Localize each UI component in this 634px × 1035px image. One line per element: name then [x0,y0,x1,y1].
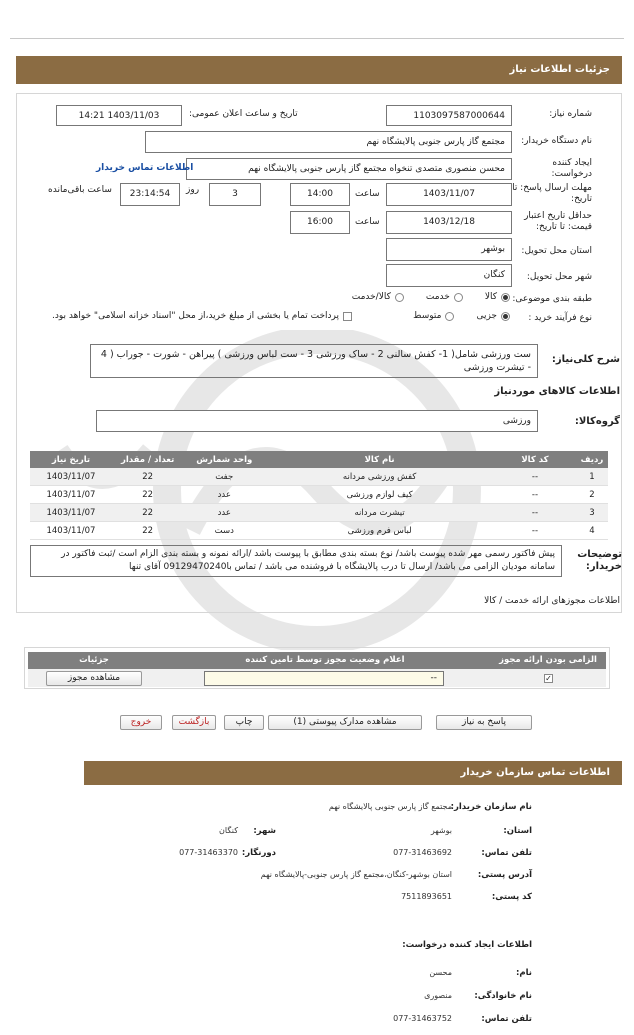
cell-code: -- [494,486,576,504]
creator-label: ایجاد کننده درخواست: [551,158,592,179]
contact-province-value: بوشهر [430,826,452,835]
buyer-notes-label: توضیحات خریدار: [577,549,622,572]
view-permit-button[interactable]: مشاهده مجوز [46,671,142,686]
contact-province-label: استان: [503,826,532,836]
permits-title: اطلاعات مجوزهای ارائه خدمت / کالا [484,596,620,606]
treasury-option[interactable] [52,311,352,321]
creator-family-label: نام خانوادگی: [474,991,532,1001]
buyer-org-field: مجتمع گاز پارس جنوبی پالایشگاه نهم [145,131,512,153]
creator-family-value: منصوری [424,991,452,1000]
cell-qty: 22 [112,486,183,504]
goods-table-header [30,451,608,468]
process-option-medium[interactable]: متوسط [413,311,454,321]
radio-selected-icon [501,293,510,302]
checkbox-icon [343,312,352,321]
treasury-note: پرداخت تمام یا بخشی از مبلغ خرید،از محل "اسناد خزانه اسلامی" خواهد بود. [52,311,340,321]
creator-name-value: محسن [429,968,452,977]
deadline-time-label: ساعت [355,189,380,199]
contact-postal-label: کد پستی: [491,892,532,902]
cell-date: 1403/11/07 [30,504,112,522]
col-unit: واحد شمارش [183,451,265,468]
process-label: نوع فرآیند خرید : [528,313,592,323]
cell-name: لباس فرم ورزشی [265,522,494,540]
validity-time-label: ساعت [355,217,380,227]
province-field: بوشهر [386,238,512,261]
cell-code: -- [494,468,576,486]
table-row [30,486,608,504]
table-row [30,468,608,486]
buyer-contact-link[interactable]: اطلاعات تماس خریدار [96,163,194,173]
category-option-goods-service[interactable]: کالا/خدمت [352,292,404,302]
contact-city-value: کنگان [219,826,238,835]
radio-selected-icon [501,312,510,321]
remaining-label: ساعت باقی‌مانده [48,185,112,195]
radio-icon [454,293,463,302]
province-label: استان محل تحویل: [521,246,592,256]
back-button[interactable]: بازگشت [172,715,216,730]
cell-unit: دست [183,522,265,540]
cell-row: 1 [576,468,608,486]
summary-label: شرح کلی‌نیاز: [551,354,620,365]
announce-datetime-field: 1403/11/03 14:21 [56,105,182,126]
permits-col-details: جزئیات [79,655,109,665]
need-number-label: شماره نیاز: [549,109,592,119]
buyer-notes-field: پیش فاکتور رسمی مهر شده پیوست باشد/ نوع بسته بندی مطابق با پیوست باشد /ارائه نمونه و بسته بندی الزام است /ثبت فاکتور در سامانه مودیان الزامی می باشد/ ارسال تا درب پالایشگاه با فروشنده می باشد / تماس با09129470240 آقای تنها [30,545,562,577]
cell-name: کیف لوازم ورزشی [265,486,494,504]
category-radio-group [352,292,510,302]
print-button[interactable]: چاپ [224,715,264,730]
col-code: کد کالا [494,451,576,468]
creator-field: محسن منصوری متصدی تنخواه مجتمع گاز پارس جنوبی پالایشگاه نهم [186,158,512,180]
exit-button[interactable]: خروج [120,715,162,730]
category-label: طبقه بندی موضوعی: [512,294,592,304]
summary-field: ست ورزشی شامل( 1- کفش سالنی 2 - ساک ورزشی 3 - ست لباس ورزشی ) پیراهن - شورت - جوراب ( 4 - تیشرت ورزشی [90,344,538,378]
validity-date-field: 1403/12/18 [386,211,512,234]
cell-code: -- [494,522,576,540]
need-number-field: 1103097587000644 [386,105,512,126]
cell-name: کفش ورزشی مردانه [265,468,494,486]
permits-col-status: اعلام وضعیت مجوز توسط تامین کننده [245,655,405,665]
cell-name: تیشرت مردانه [265,504,494,522]
creator-phone-value: 077-31463752 [393,1014,452,1023]
validity-time-field: 16:00 [290,211,350,234]
attachments-button[interactable]: مشاهده مدارک پیوستی (1) [268,715,422,730]
countdown-field: 23:14:54 [120,183,180,206]
goods-group-field: ورزشی [96,410,538,432]
reply-button[interactable]: پاسخ به نیاز [436,715,532,730]
cell-date: 1403/11/07 [30,486,112,504]
top-divider [10,38,624,39]
table-row [30,522,608,540]
deadline-date-field: 1403/11/07 [386,183,512,206]
creator-name-label: نام: [515,968,532,978]
contact-phone-value: 077-31463692 [393,848,452,857]
permits-col-required: الزامی بودن ارائه مجوز [499,655,597,665]
radio-icon [395,293,404,302]
category-option-goods[interactable]: کالا [485,292,510,302]
col-date: تاریخ نیاز [30,451,112,468]
table-row [30,504,608,522]
goods-group-label: گروه‌کالا: [574,416,620,427]
contact-fax-label: دورنگار: [241,848,276,858]
goods-section-title: اطلاعات کالاهای موردنیاز [494,386,620,397]
creator-phone-label: تلفن تماس: [481,1014,532,1024]
cell-row: 3 [576,504,608,522]
required-checkbox-icon: ✓ [545,674,552,683]
page-title: جزئیات اطلاعات نیاز [16,56,622,84]
cell-row: 4 [576,522,608,540]
radio-icon [445,312,454,321]
cell-qty: 22 [112,504,183,522]
cell-qty: 22 [112,522,183,540]
cell-unit: عدد [183,504,265,522]
cell-row: 2 [576,486,608,504]
deadline-label: مهلت ارسال پاسخ: تا تاریخ: [512,183,592,204]
goods-table [30,451,608,540]
cell-code: -- [494,504,576,522]
contact-org-value: مجتمع گاز پارس جنوبی پالایشگاه نهم [328,802,452,811]
cell-unit: جفت [183,468,265,486]
contact-phone-label: تلفن تماس: [481,848,532,858]
validity-label: حداقل تاریخ اعتبار قیمت: تا تاریخ: [524,211,592,232]
process-radio-group [413,311,510,321]
contact-org-label: نام سازمان خریدار: [450,802,532,812]
city-field: کنگان [386,264,512,287]
contact-address-value: استان بوشهر-کنگان،مجتمع گاز پارس جنوبی-پالایشگاه نهم [260,870,452,879]
process-option-minor[interactable]: جزیی [476,311,510,321]
category-option-service[interactable]: خدمت [426,292,463,302]
buyer-org-label: نام دستگاه خریدار: [521,136,592,146]
city-label: شهر محل تحویل: [526,272,592,282]
contact-city-label: شهر: [253,826,276,836]
days-remaining-field: 3 [209,183,261,206]
day-label: روز [186,185,200,195]
col-row: ردیف [576,451,608,468]
contact-address-label: آدرس پستی: [477,870,532,880]
col-name: نام کالا [265,451,494,468]
contact-postal-value: 7511893651 [401,892,452,901]
creator-info-title: اطلاعات ایجاد کننده درخواست: [402,940,532,950]
deadline-time-field: 14:00 [290,183,350,206]
cell-date: 1403/11/07 [30,522,112,540]
announce-label: تاریخ و ساعت اعلان عمومی: [189,109,298,119]
col-qty: تعداد / مقدار [112,451,183,468]
cell-date: 1403/11/07 [30,468,112,486]
cell-unit: عدد [183,486,265,504]
permit-status-field[interactable]: -- [204,671,444,686]
contact-fax-value: 077-31463370 [179,848,238,857]
contact-section-title: اطلاعات تماس سازمان خریدار [84,761,622,785]
cell-qty: 22 [112,468,183,486]
